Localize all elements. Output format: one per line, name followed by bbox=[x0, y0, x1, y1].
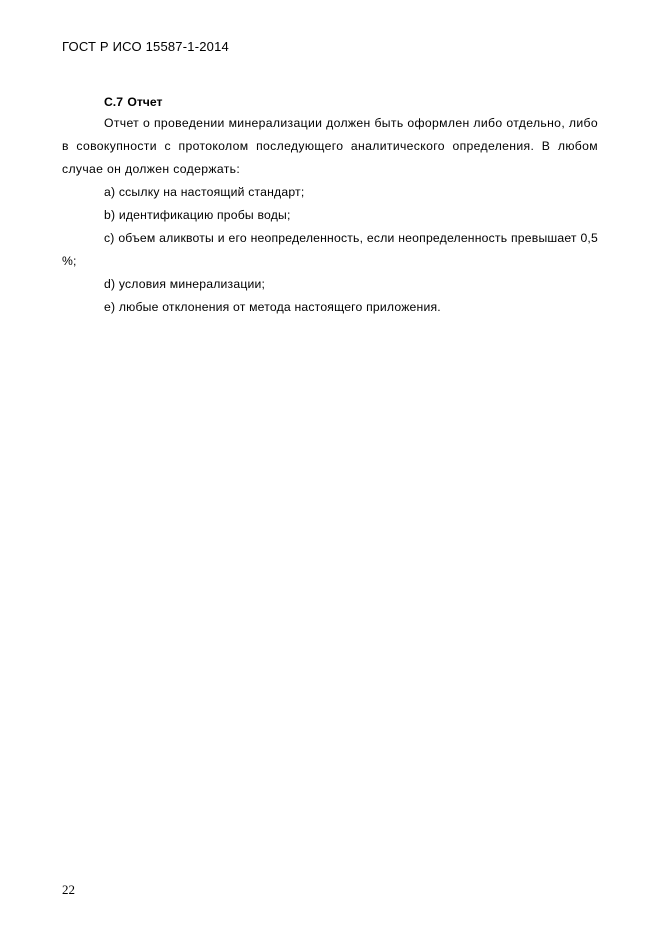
list-marker: d) bbox=[104, 277, 116, 291]
intro-paragraph: Отчет о проведении минерализации должен быть оформлен либо отдельно, либо в совокупности с протоколом последующего аналитического определения. В любом случае он должен содержать: bbox=[62, 116, 598, 176]
standard-id: ГОСТ Р ИСО 15587-1-2014 bbox=[62, 39, 229, 54]
list-item bbox=[62, 227, 598, 273]
section-title: С.7 Отчет bbox=[104, 95, 163, 109]
list-item bbox=[62, 204, 598, 227]
list-marker: a) bbox=[104, 185, 116, 199]
document-header bbox=[62, 38, 229, 56]
list-text: любые отклонения от метода настоящего приложения. bbox=[118, 300, 441, 314]
list-text: ссылку на настоящий стандарт; bbox=[118, 185, 305, 199]
list-text: условия минерализации; bbox=[118, 277, 266, 291]
list-marker: c) bbox=[104, 231, 115, 245]
page-number: 22 bbox=[62, 882, 75, 897]
list-item bbox=[62, 181, 598, 204]
requirements-list bbox=[62, 181, 598, 319]
list-text: объем аликвоты и его неопределенность, если неопределенность превышает 0,5 %; bbox=[62, 231, 598, 268]
list-text: идентификацию пробы воды; bbox=[118, 208, 291, 222]
list-item bbox=[62, 296, 598, 319]
list-item bbox=[62, 273, 598, 296]
list-marker: b) bbox=[104, 208, 116, 222]
document-body bbox=[62, 93, 598, 319]
list-marker: e) bbox=[104, 300, 116, 314]
